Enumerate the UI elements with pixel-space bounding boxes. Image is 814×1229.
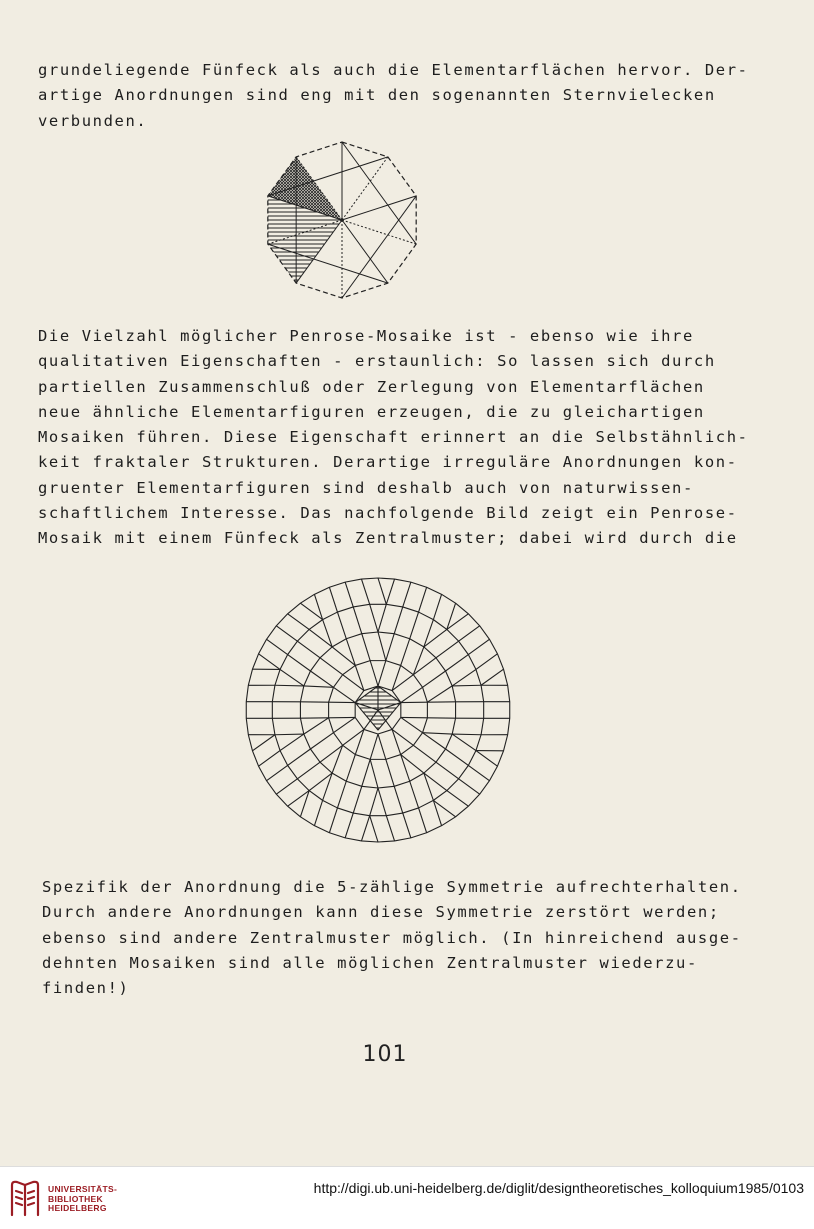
mosaic-edge <box>280 669 304 685</box>
text-line: keit fraktaler Strukturen. Derartige irreguläre Anordnungen kon- <box>38 450 718 475</box>
mosaic-edge <box>378 734 386 759</box>
mosaic-edge <box>468 639 489 654</box>
mosaic-edge <box>267 639 288 654</box>
mosaic-edge <box>401 687 423 702</box>
mosaic-edge <box>433 594 441 619</box>
mosaic-edge <box>378 661 386 686</box>
mosaic-edge <box>423 671 446 687</box>
mosaic-edge <box>410 612 419 639</box>
mosaic-edge <box>481 669 503 685</box>
mosaic-edge <box>329 808 337 833</box>
mosaic-edge <box>386 579 394 604</box>
text-line: Die Vielzahl möglicher Penrose-Mosaike ist - ebenso wie ihre <box>38 324 718 349</box>
penrose-mosaic-figure <box>236 570 521 850</box>
mosaic-edge <box>370 816 378 842</box>
mosaic-edge <box>267 765 288 780</box>
mosaic-edge <box>386 816 394 841</box>
mosaic-edge <box>378 604 386 632</box>
mosaic-edge <box>333 717 355 732</box>
mosaic-edge <box>353 786 362 813</box>
library-name-line: UNIVERSITÄTS- <box>48 1185 117 1195</box>
mosaic-edge <box>476 654 498 670</box>
text-line: finden!) <box>42 976 722 1001</box>
mosaic-edge <box>275 734 304 735</box>
mosaic-edge <box>276 626 297 641</box>
mosaic-edge <box>320 658 343 675</box>
mosaic-edge <box>370 734 378 759</box>
mosaic-edge <box>310 733 333 749</box>
mosaic-edge <box>403 582 411 607</box>
mosaic-edge <box>345 582 353 607</box>
mosaic-edge <box>345 813 353 838</box>
mosaic-edge <box>337 781 346 808</box>
mosaic-edge <box>401 639 410 666</box>
mosaic-edge <box>310 671 333 687</box>
mosaic-edge <box>288 791 310 807</box>
mosaic-edge <box>447 614 469 630</box>
mosaic-edge <box>297 641 320 658</box>
mosaic-edge <box>446 655 469 671</box>
library-name-line: BIBLIOTHEK <box>48 1195 117 1205</box>
library-name <box>48 1185 117 1214</box>
mosaic-edge <box>378 578 386 604</box>
mosaic-edge <box>433 800 455 816</box>
mosaic-edge <box>468 765 489 780</box>
mosaic-edge <box>452 734 481 735</box>
mosaic-edge <box>370 759 378 788</box>
mosaic-edge <box>446 749 469 765</box>
paragraph-1 <box>38 58 718 134</box>
mosaic-edge <box>333 687 355 702</box>
mosaic-edge <box>280 734 304 750</box>
mosaic-edge <box>297 762 320 779</box>
mosaic-edge <box>259 654 281 670</box>
text-line: partiellen Zusammenschluß oder Zerlegung von Elementarflächen <box>38 375 718 400</box>
mosaic-edge <box>403 813 411 838</box>
mosaic-edge <box>423 733 453 734</box>
mosaic-edge <box>288 655 311 671</box>
text-line: dehnten Mosaiken sind alle möglichen Zentralmuster wiederzu- <box>42 951 722 976</box>
mosaic-edge <box>394 786 403 813</box>
text-line: ebenso sind andere Zentralmuster möglich. (In hinreichend ausge- <box>42 926 722 951</box>
mosaic-lines <box>246 578 509 842</box>
mosaic-edge <box>452 734 476 750</box>
mosaic-edge <box>252 735 274 751</box>
mosaic-edge <box>386 634 394 661</box>
mosaic-edge <box>288 614 310 630</box>
mosaic-edge <box>314 594 322 619</box>
mosaic-edge <box>459 626 480 641</box>
source-url-link[interactable]: http://digi.ub.uni-heidelberg.de/diglit/designtheoretisches_kolloquium1985/0103 <box>314 1180 804 1196</box>
mosaic-edge <box>452 685 481 686</box>
paragraph-2 <box>38 324 718 552</box>
mosaic-edge <box>329 587 337 612</box>
mosaic-edge <box>314 800 322 825</box>
rhombus-edge <box>342 142 416 244</box>
mosaic-edge <box>288 749 311 765</box>
mosaic-edge <box>300 791 309 817</box>
text-line: gruenter Elementarfiguren sind deshalb auch von naturwissen- <box>38 476 718 501</box>
text-line: grundeliegende Fünfeck als auch die Elementarflächen hervor. Der- <box>38 58 718 83</box>
text-line: Durch andere Anordnungen kann diese Symmetrie zerstört werden; <box>42 900 722 925</box>
mosaic-edge <box>401 717 423 732</box>
text-line: Spezifik der Anordnung die 5-zählige Symmetrie aufrechterhalten. <box>42 875 722 900</box>
mosaic-edge <box>459 779 480 794</box>
text-line: artige Anordnungen sind eng mit den sogenannten Sternvielecken <box>38 83 718 108</box>
mosaic-edge <box>259 751 281 767</box>
mosaic-edge <box>447 603 456 629</box>
mosaic-edge <box>370 604 378 632</box>
mosaic-edge <box>300 603 322 619</box>
text-line: neue ähnliche Elementarfiguren erzeugen, die zu gleichartigen <box>38 400 718 425</box>
mosaic-edge <box>378 788 386 816</box>
radial-edge <box>342 196 416 220</box>
mosaic-edge <box>419 587 427 612</box>
mosaic-edge <box>337 612 346 639</box>
mosaic-edge <box>447 791 469 807</box>
mosaic-edge <box>433 800 441 825</box>
mosaic-edge <box>275 685 304 686</box>
mosaic-edge <box>427 686 452 702</box>
library-name-line: HEIDELBERG <box>48 1204 117 1214</box>
paragraph-3 <box>42 875 722 1001</box>
mosaic-edge <box>370 788 378 816</box>
radial-edge <box>342 220 416 244</box>
star-polygon-figure <box>258 138 426 304</box>
page-number: 101 <box>360 1042 410 1067</box>
mosaic-edge <box>436 762 459 779</box>
text-line: Mosaik mit einem Fünfeck als Zentralmuster; dabei wird durch die <box>38 526 718 551</box>
mosaic-edge <box>362 759 370 786</box>
text-line: schaftlichem Interesse. Das nachfolgende Bild zeigt ein Penrose- <box>38 501 718 526</box>
mosaic-edge <box>423 733 446 749</box>
mosaic-edge <box>476 751 498 767</box>
mosaic-edge <box>394 607 403 634</box>
mosaic-edge <box>370 661 378 686</box>
mosaic-edge <box>436 641 459 658</box>
mosaic-edge <box>361 579 369 604</box>
radial-edge <box>342 157 388 220</box>
text-line: verbunden. <box>38 109 718 134</box>
rhombus-edge <box>342 196 416 298</box>
footer-bar <box>0 1166 814 1229</box>
text-line: Mosaiken führen. Diese Eigenschaft erinnert an die Selbstähnlich- <box>38 425 718 450</box>
mosaic-edge <box>378 632 386 661</box>
library-logo-icon <box>8 1177 42 1219</box>
mosaic-edge <box>361 816 369 841</box>
mosaic-edge <box>362 634 370 661</box>
radial-edge <box>342 220 388 283</box>
mosaic-edge <box>304 718 329 734</box>
mosaic-edge <box>410 781 419 808</box>
mosaic-edge <box>346 755 355 782</box>
text-line: qualitativen Eigenschaften - erstaunlich: So lassen sich durch <box>38 349 718 374</box>
mosaic-edge <box>353 607 362 634</box>
mosaic-edge <box>304 686 334 687</box>
mosaic-edge <box>419 808 427 833</box>
mosaic-edge <box>386 759 394 786</box>
mosaic-edge <box>452 669 476 685</box>
mosaic-edge <box>413 745 436 762</box>
mosaic-edge <box>276 779 297 794</box>
